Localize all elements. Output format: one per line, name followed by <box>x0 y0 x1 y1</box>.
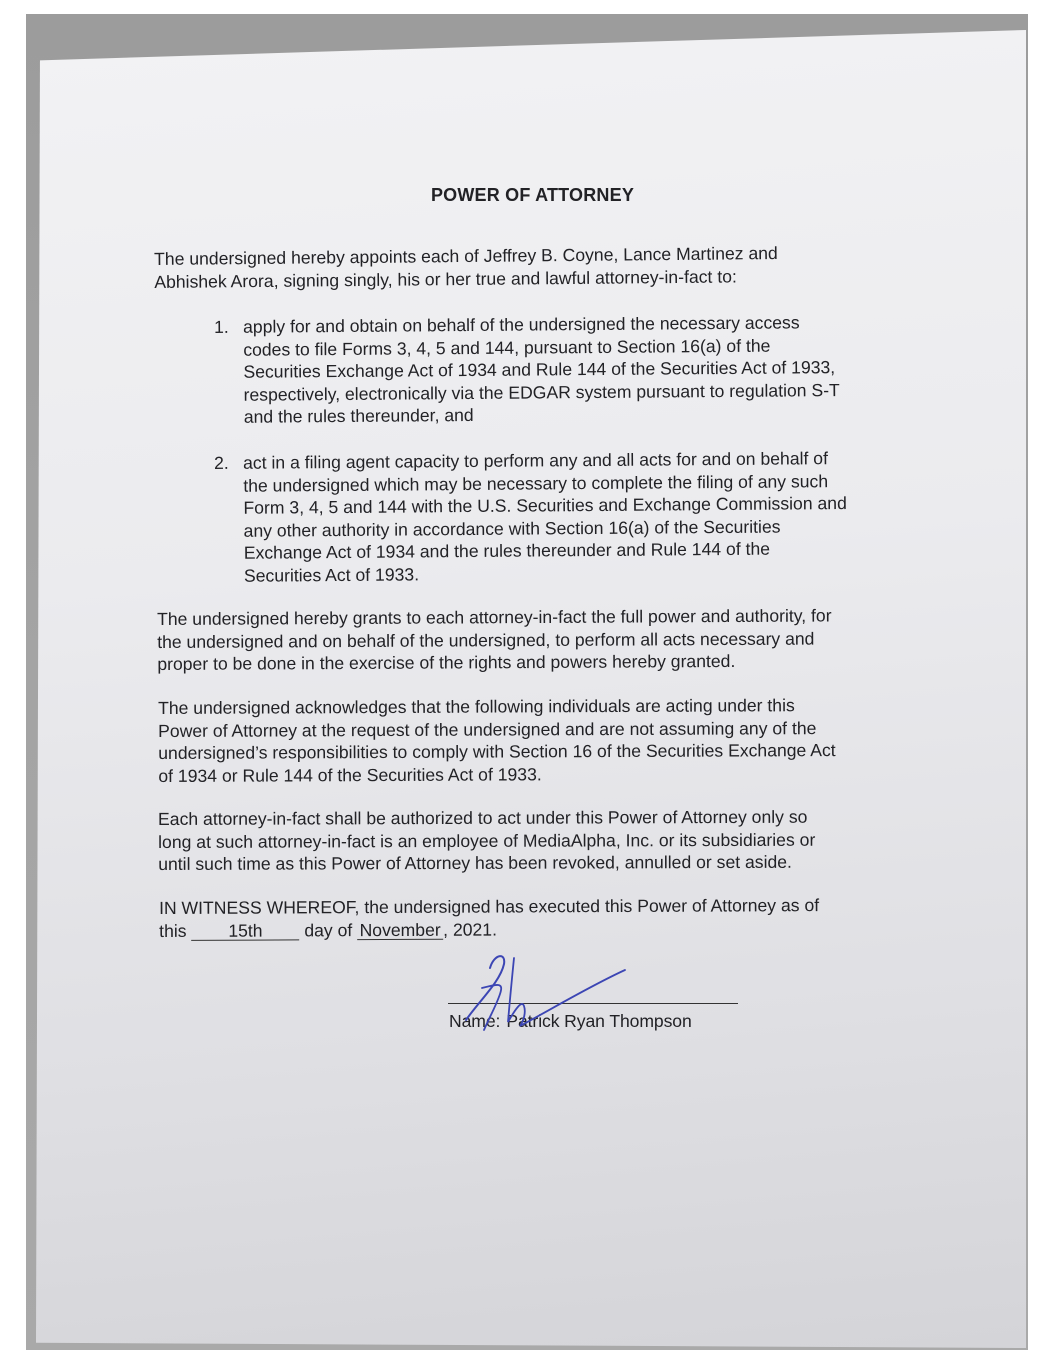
list-item-line: codes to file Forms 3, 4, 5 and 144, pursuant to Section 16(a) of the <box>243 335 771 360</box>
document-title: POWER OF ATTORNEY <box>430 185 635 205</box>
witness-paragraph <box>159 894 919 942</box>
list-item-line: respectively, electronically via the EDGAR system pursuant to regulation S-T <box>243 379 840 405</box>
grant-line: the undersigned and on behalf of the undersigned, to perform all acts necessary and <box>157 628 815 652</box>
list-item-line: and the rules thereunder, and <box>243 404 474 427</box>
day-of-text: day of <box>304 919 353 940</box>
name-label: Name: <box>449 1011 501 1031</box>
list-item-line: the undersigned which may be necessary to complete the filing of any such <box>243 470 829 496</box>
grant-line: proper to be done in the exercise of the rights and powers hereby granted. <box>157 650 736 674</box>
intro-line: Abhishek Arora, signing singly, his or her true and lawful attorney-in-fact to: <box>154 265 737 292</box>
authorization-line: until such time as this Power of Attorney has been revoked, annulled or set aside. <box>158 851 792 874</box>
list-item-text <box>243 311 914 429</box>
witness-date-line <box>159 916 919 942</box>
intro-line: The undersigned hereby appoints each of Jeffrey B. Coyne, Lance Martinez and <box>154 243 778 269</box>
list-item-line: Securities Exchange Act of 1934 and Rule 144 of the Securities Act of 1933, <box>243 357 836 382</box>
acknowledgement-line: Power of Attorney at the request of the undersigned and are not assuming any of the <box>158 717 817 741</box>
list-item-text <box>243 447 914 587</box>
list-item-line: Exchange Act of 1934 and the rules thereunder and Rule 144 of the <box>243 538 771 563</box>
authorization-line: Each attorney-in-fact shall be authorized to act under this Power of Attorney only so <box>158 806 808 829</box>
acknowledgement-paragraph <box>158 694 918 787</box>
name-value: Patrick Ryan Thompson <box>506 1011 692 1031</box>
list-item-line: any other authority in accordance with Section 16(a) of the Securities <box>243 516 781 541</box>
year-text: , 2021. <box>443 919 497 940</box>
handwritten-signature <box>460 948 640 1038</box>
witness-line: IN WITNESS WHEREOF, the undersigned has executed this Power of Attorney as of <box>159 895 820 918</box>
list-item-number: 2. <box>214 452 229 473</box>
intro-paragraph <box>154 241 874 293</box>
acknowledgement-line: of 1934 or Rule 144 of the Securities Act of 1933. <box>158 763 542 786</box>
acknowledgement-line: The undersigned acknowledges that the following individuals are acting under this <box>158 695 795 718</box>
day-field: 15th <box>191 921 299 940</box>
this-text: this <box>159 920 187 941</box>
list-item-number: 1. <box>214 316 229 337</box>
authorization-line: long at such attorney-in-fact is an employee of MediaAlpha, Inc. or its subsidiaries or <box>158 829 816 852</box>
list-item-2 <box>214 447 914 586</box>
signature-stroke <box>508 958 625 1026</box>
signature-stroke <box>482 985 501 1030</box>
list-item-line: act in a filing agent capacity to perform any and all acts for and on behalf of <box>243 448 829 473</box>
list-item-line: Form 3, 4, 5 and 144 with the U.S. Securities and Exchange Commission and <box>243 493 847 518</box>
list-item-line: Securities Act of 1933. <box>243 563 420 586</box>
grant-line: The undersigned hereby grants to each attorney-in-fact the full power and authority, for <box>157 605 832 629</box>
month-field: November <box>357 920 443 939</box>
acknowledgement-line: undersigned’s responsibilities to comply with Section 16 of the Securities Exchange Act <box>158 740 836 763</box>
grant-paragraph <box>157 604 917 675</box>
list-item-line: apply for and obtain on behalf of the undersigned the necessary access <box>243 312 800 337</box>
list-item-1 <box>214 311 914 427</box>
authorization-paragraph <box>158 805 898 875</box>
